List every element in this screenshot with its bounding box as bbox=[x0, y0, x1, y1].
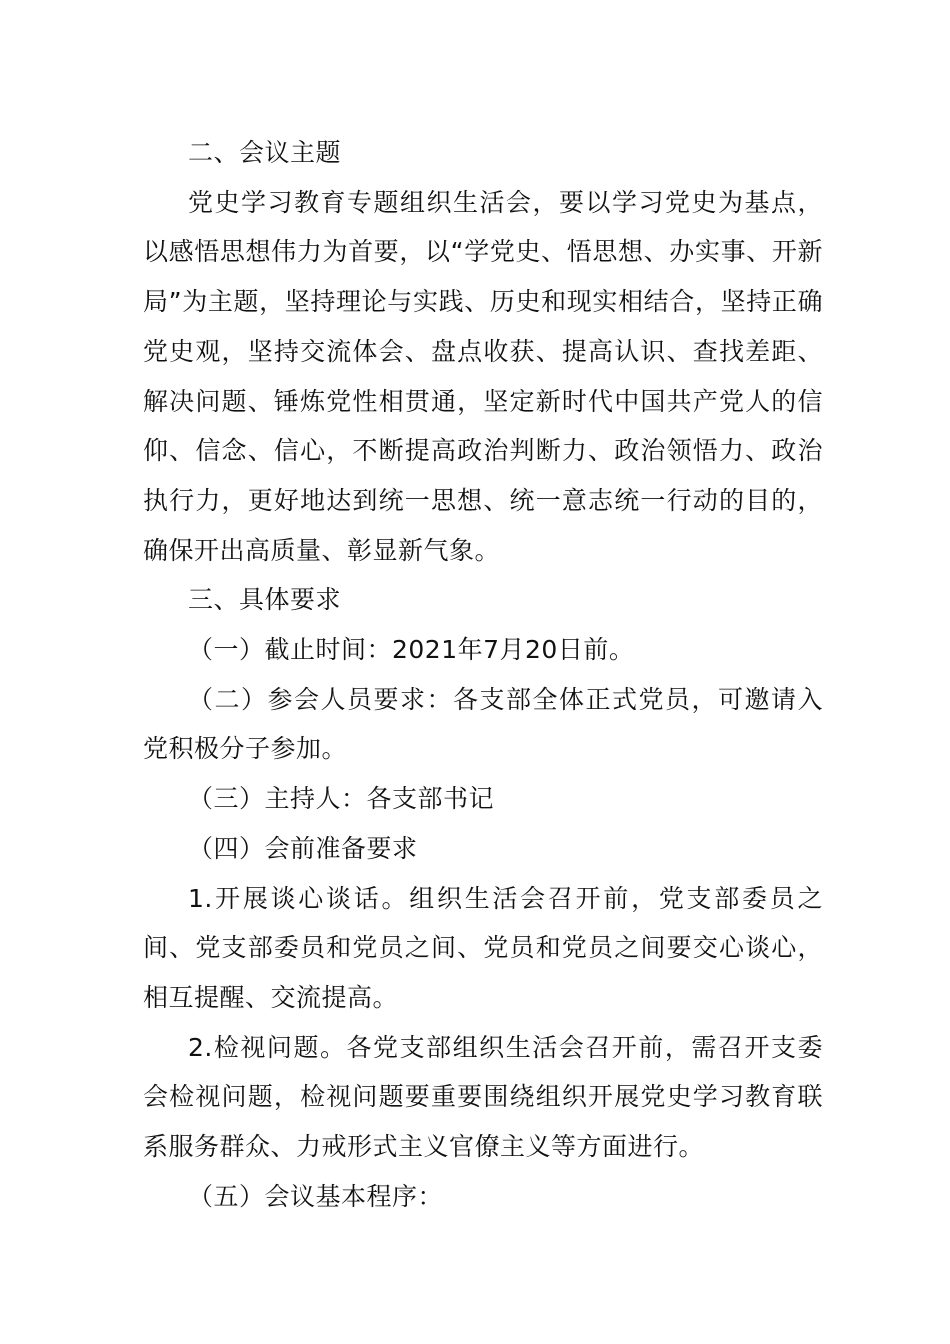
item-attendees: （二）参会人员要求：各支部全体正式党员，可邀请入党积极分子参加。 bbox=[143, 684, 823, 764]
section-heading-meeting-theme: 二、会议主题 bbox=[188, 138, 342, 167]
item-heart-to-heart-talks: 1.开展谈心谈话。组织生活会召开前，党支部委员之间、党支部委员和党员之间、党员和党员之间要交心谈心，相互提醒、交流提高。 bbox=[143, 883, 823, 1012]
document-body bbox=[143, 128, 823, 1221]
item-basic-procedure: （五）会议基本程序： bbox=[188, 1181, 444, 1211]
item-examine-problems: 2.检视问题。各党支部组织生活会召开前，需召开支委会检视问题，检视问题要重要围绕组织开展党史学习教育联系服务群众、力戒形式主义官僚主义等方面进行。 bbox=[143, 1032, 823, 1162]
paragraph-meeting-theme: 党史学习教育专题组织生活会，要以学习党史为基点，以感悟思想伟力为首要，以“学党史、悟思想、办实事、开新局”为主题，坚持理论与实践、历史和现实相结合，坚持正确党史观，坚持交流体会、盘点收获、提高认识、查找差距、解决问题、锤炼党性相贯通，坚定新时代中国共产党人的信仰、信念、信心，不断提高政治判断力、政治领悟力、政治执行力，更好地达到统一思想、统一意志统一行动的目的，确保开出高质量、彰显新气象。 bbox=[143, 187, 823, 565]
item-preparation: （四）会前准备要求 bbox=[188, 833, 418, 863]
section-heading-requirements: 三、具体要求 bbox=[188, 585, 342, 615]
item-deadline: （一）截止时间：2021年7月20日前。 bbox=[188, 635, 635, 665]
item-host: （三）主持人：各支部书记 bbox=[188, 784, 495, 814]
